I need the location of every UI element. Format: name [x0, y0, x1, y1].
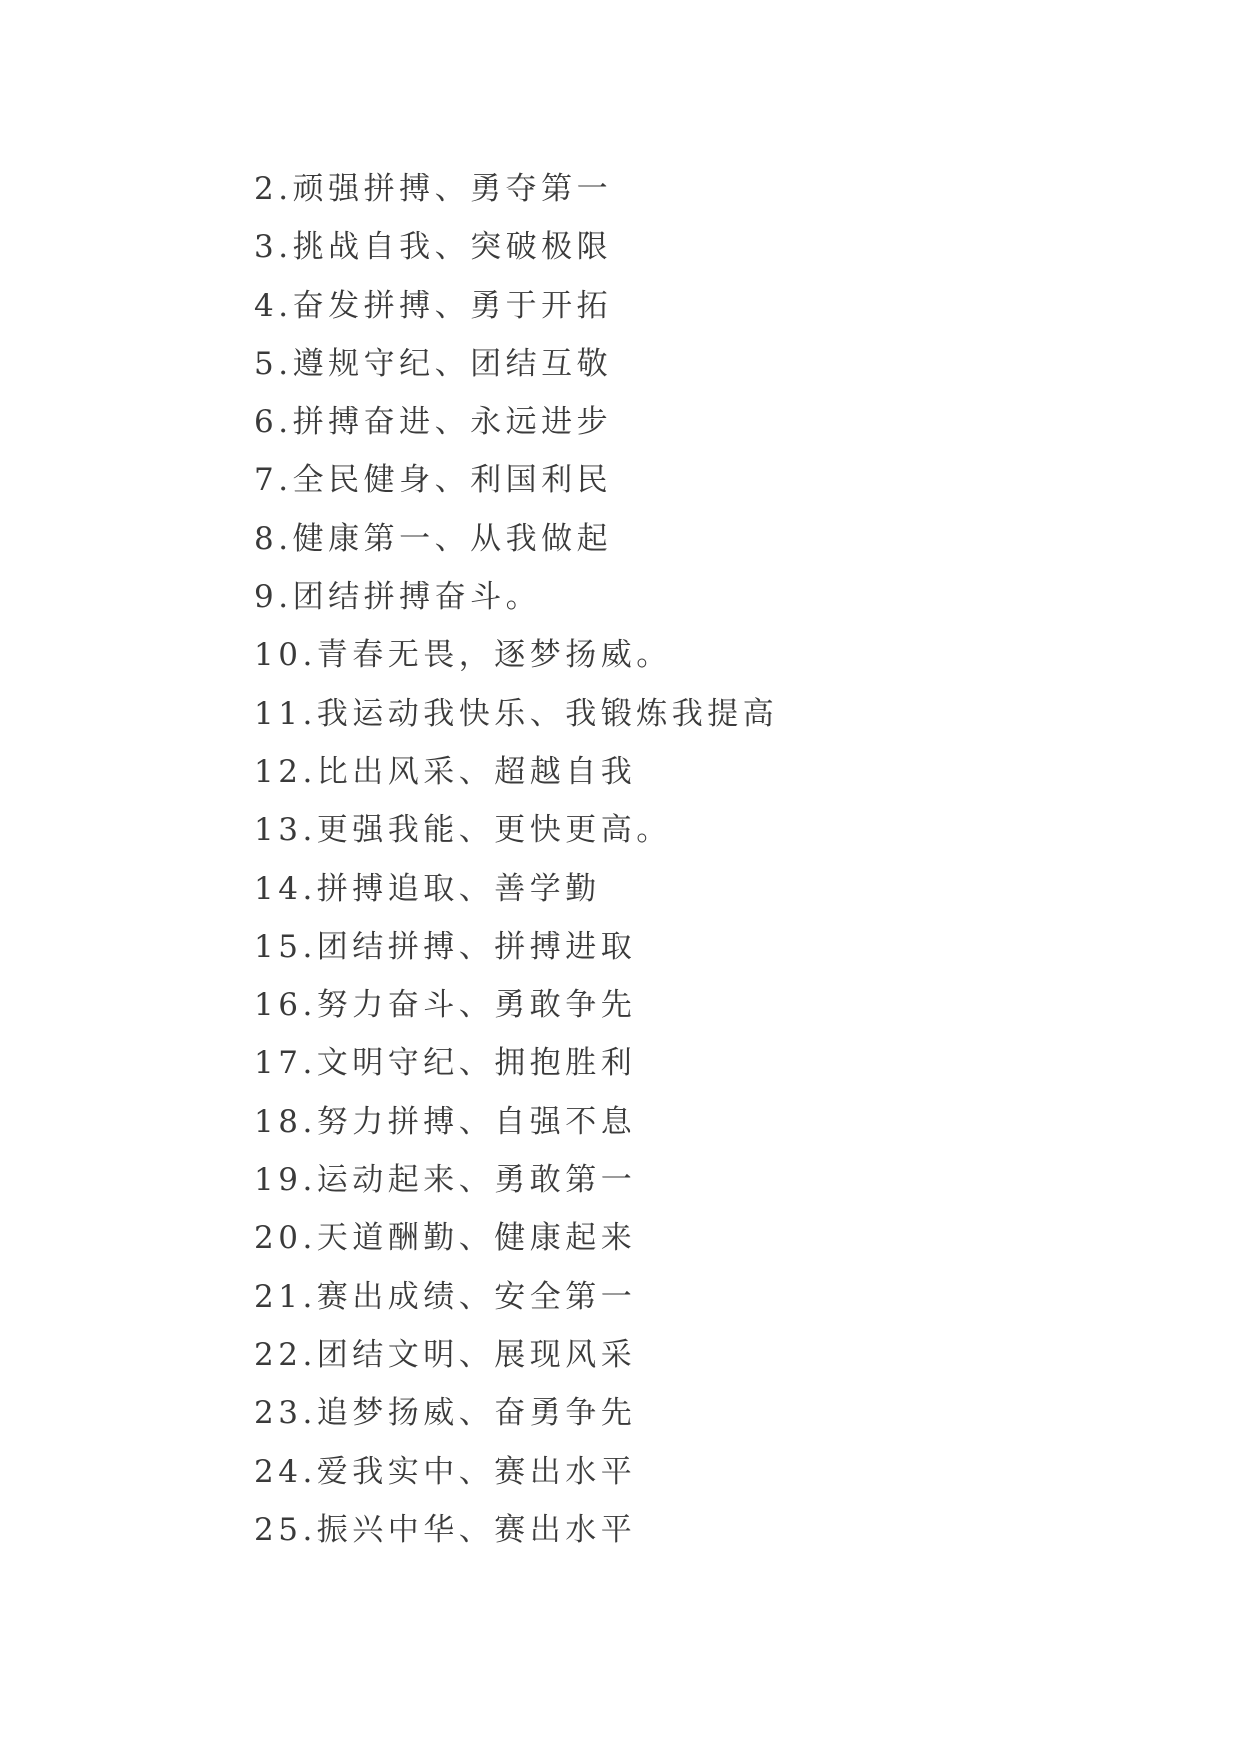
slogan-line: 24.爱我实中、赛出水平	[254, 1453, 637, 1490]
slogan-line: 17.文明守纪、拥抱胜利	[254, 1045, 637, 1082]
slogan-line: 16.努力奋斗、勇敢争先	[254, 987, 637, 1024]
slogan-line: 11.我运动我快乐、我锻炼我提高	[254, 695, 779, 732]
slogan-line: 3.挑战自我、突破极限	[254, 229, 613, 266]
slogan-line: 20.天道酬勤、健康起来	[254, 1220, 637, 1257]
slogan-line: 7.全民健身、利国利民	[254, 462, 613, 499]
slogan-line: 10.青春无畏，逐梦扬威。	[254, 637, 672, 674]
slogan-list	[254, 160, 778, 1559]
slogan-line: 15.团结拼搏、拼搏进取	[254, 928, 637, 965]
slogan-line: 21.赛出成绩、安全第一	[254, 1278, 637, 1315]
slogan-line: 5.遵规守纪、团结互敬	[254, 345, 613, 382]
slogan-line: 9.团结拼搏奋斗。	[254, 579, 542, 616]
slogan-line: 25.振兴中华、赛出水平	[254, 1511, 637, 1548]
slogan-line: 22.团结文明、展现风采	[254, 1336, 637, 1373]
slogan-line: 23.追梦扬威、奋勇争先	[254, 1395, 637, 1432]
slogan-line: 13.更强我能、更快更高。	[254, 812, 672, 849]
slogan-line: 6.拼搏奋进、永远进步	[254, 404, 613, 441]
slogan-line: 14.拼搏追取、善学勤	[254, 870, 601, 907]
slogan-line: 4.奋发拼搏、勇于开拓	[254, 287, 613, 324]
slogan-line: 8.健康第一、从我做起	[254, 520, 613, 557]
slogan-line: 2.顽强拼搏、勇夺第一	[254, 171, 613, 207]
slogan-line: 18.努力拼搏、自强不息	[254, 1103, 637, 1140]
slogan-line: 12.比出风采、超越自我	[254, 753, 637, 790]
slogan-line: 19.运动起来、勇敢第一	[254, 1162, 637, 1199]
